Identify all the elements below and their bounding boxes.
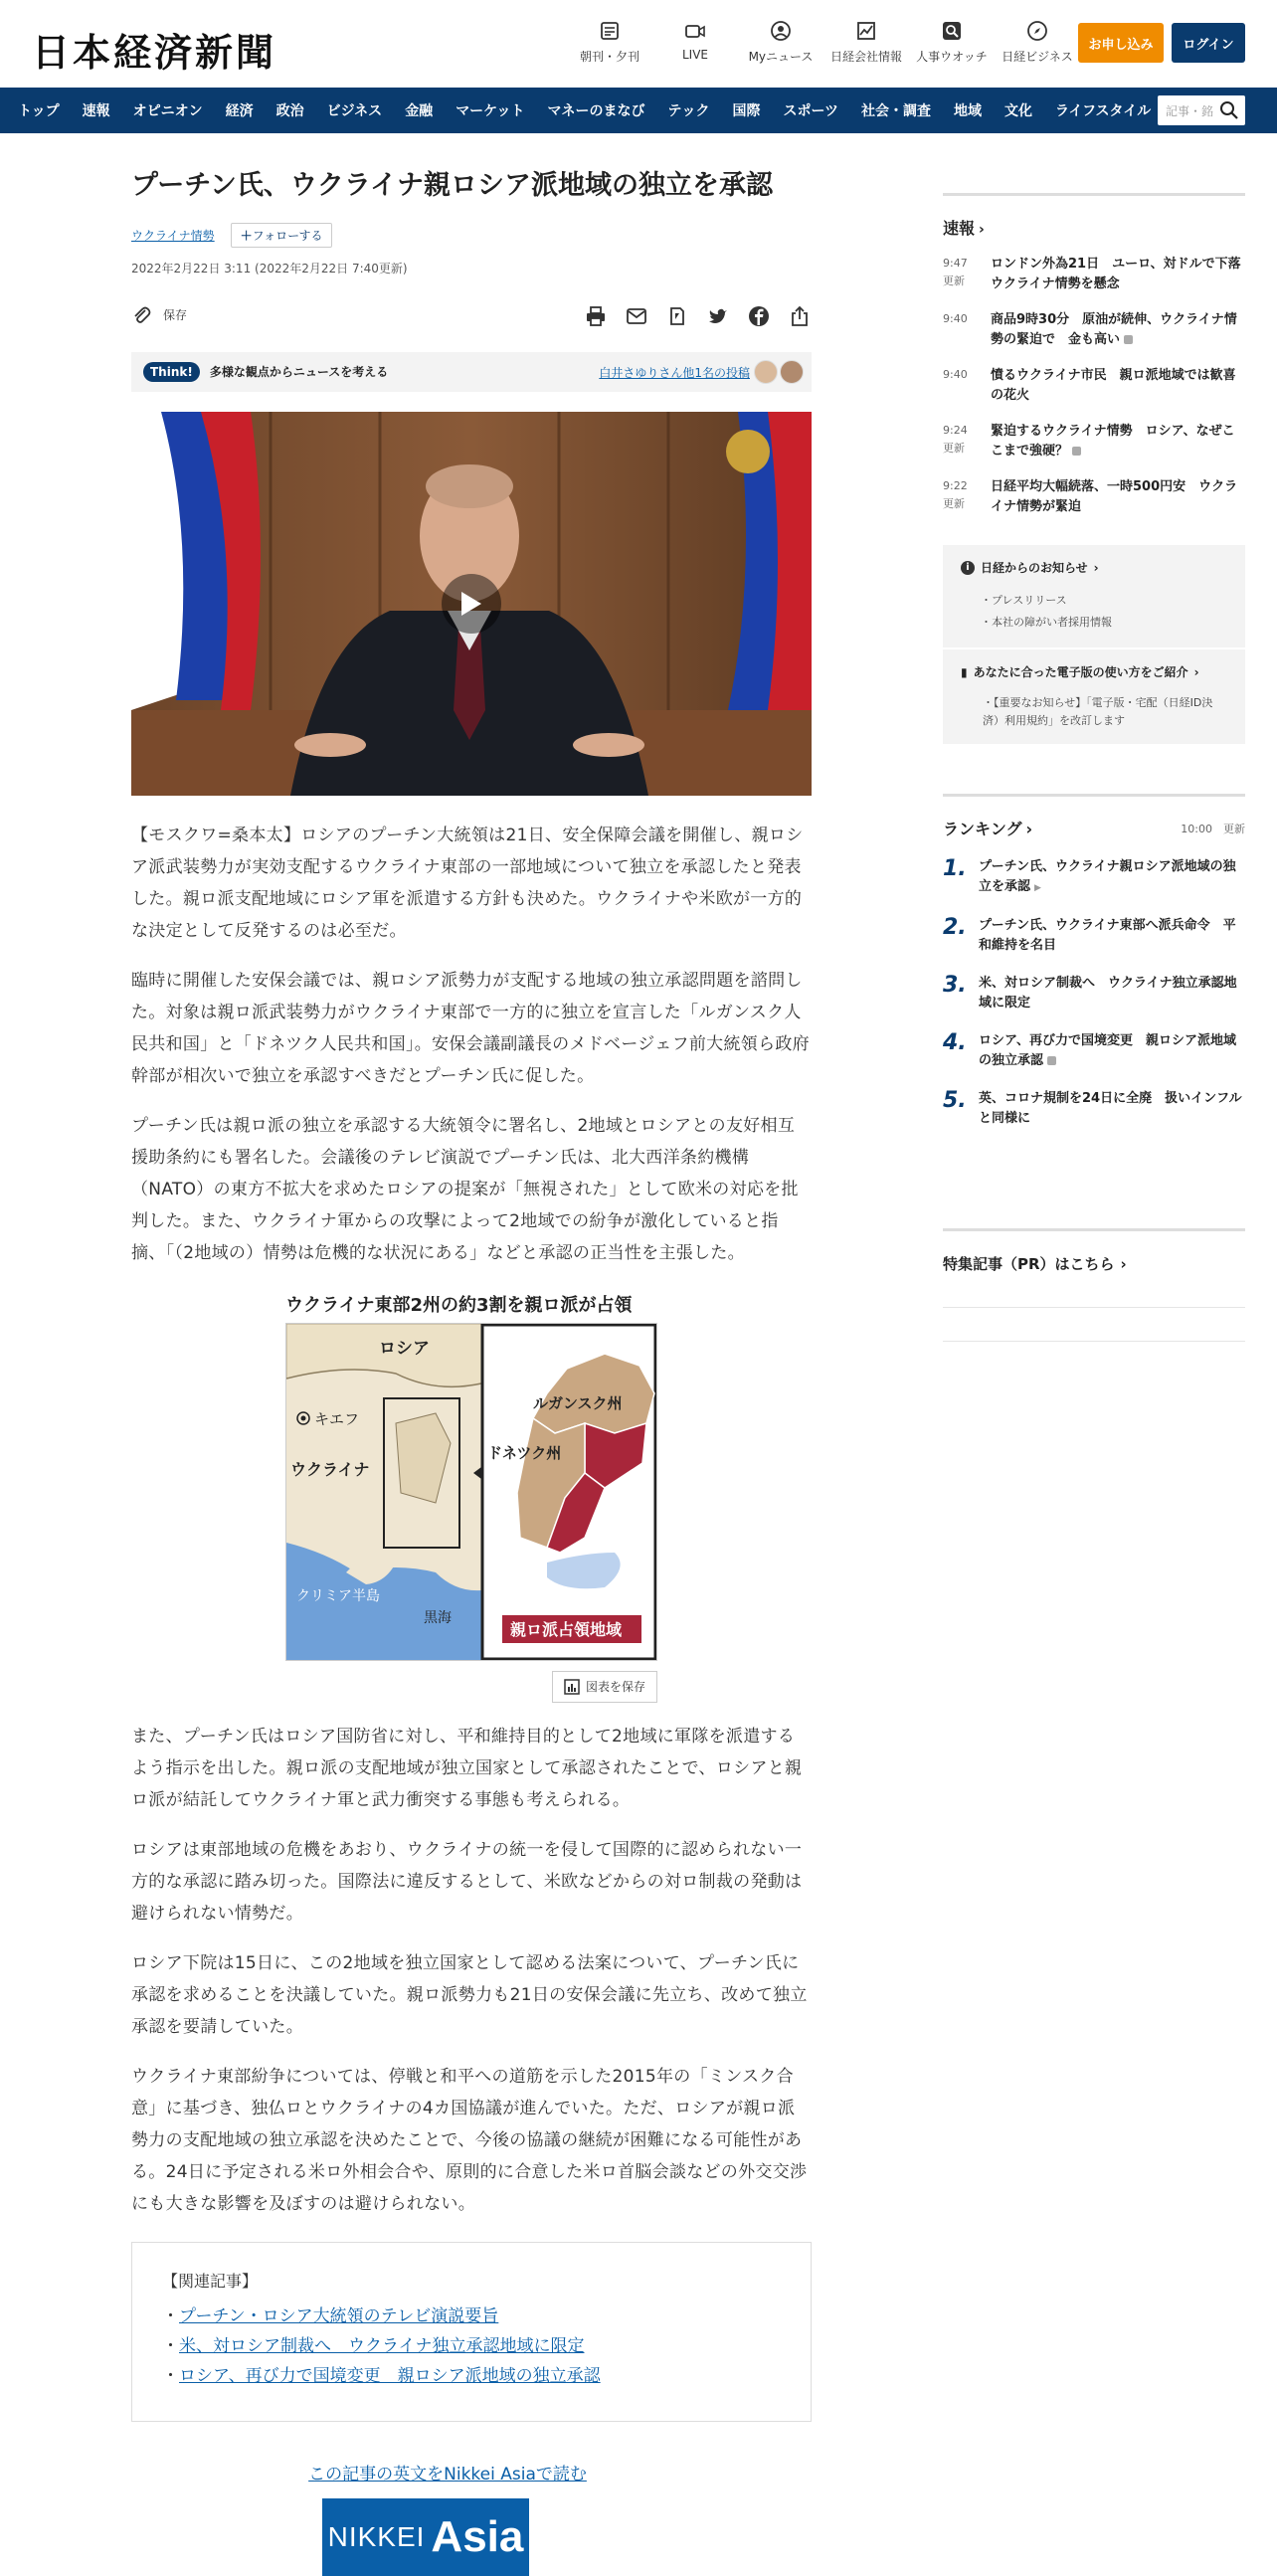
- news-time: 9:47: [943, 257, 968, 270]
- rank-headline: 英、コロナ規制を24日に全廃 扱いインフルと同様に: [979, 1091, 1242, 1126]
- video-icon: [684, 20, 706, 42]
- share-tools: [567, 304, 812, 328]
- rank-number: 3.: [943, 973, 967, 998]
- news-time: 9:22: [943, 479, 968, 492]
- follow-label: フォローする: [252, 228, 323, 243]
- nav-item-region[interactable]: 地域: [953, 103, 982, 119]
- ranking-item[interactable]: [943, 916, 1245, 956]
- rank-number: 1.: [943, 856, 967, 881]
- think-text: 多様な観点からニュースを考える: [209, 365, 389, 380]
- header-link-label: Myニュース: [748, 50, 814, 64]
- header-link-label: 日経ビジネス: [1002, 50, 1073, 64]
- map-label-kiev: キエフ: [314, 1409, 360, 1428]
- header-icons: [567, 20, 1080, 65]
- pr-title: 特集記事（PR）はこちら: [943, 1255, 1115, 1273]
- newspaper-icon: [599, 20, 621, 42]
- breaking-item[interactable]: [943, 255, 1254, 294]
- breaking-item[interactable]: [943, 477, 1245, 517]
- ukraine-map[interactable]: [285, 1323, 657, 1661]
- notice-item-label: プレスリリース: [992, 594, 1067, 607]
- article-paragraph: ロシア下院は15日に、この2地域を独立国家として認める法案について、プーチン氏に承認を求めることを決議していた。親ロ派勢力も21日の安保会議に先立ち、改めて独立承認を要請していた。: [131, 1952, 808, 2037]
- nav-item-market[interactable]: マーケット: [456, 103, 525, 119]
- rank-number: 4.: [943, 1030, 967, 1055]
- nav-item-culture[interactable]: 文化: [1003, 103, 1032, 119]
- save-label: 保存: [163, 308, 188, 323]
- topic-link[interactable]: ウクライナ情勢: [131, 228, 215, 243]
- chevron-right-icon: ›: [1120, 1255, 1127, 1273]
- nav-item-top[interactable]: トップ: [18, 103, 60, 119]
- related-link[interactable]: 米、対ロシア制裁へ ウクライナ独立承認地域に限定: [179, 2335, 585, 2356]
- header-link-print[interactable]: [567, 20, 652, 65]
- news-time: 9:40: [943, 312, 968, 325]
- paperclip-icon: [131, 304, 151, 326]
- nav-item-tech[interactable]: テック: [667, 103, 710, 119]
- nav-item-money[interactable]: マネーのまなび: [547, 103, 645, 119]
- header-link-label: 朝刊・夕刊: [579, 50, 639, 64]
- news-headline: 緊迫するウクライナ情勢 ロシア、なぜここまで強硬？: [991, 424, 1235, 459]
- nav-item-lifestyle[interactable]: ライフスタイル: [1054, 103, 1152, 119]
- news-time: 9:24: [943, 424, 968, 437]
- related-heading: 【関連記事】: [162, 2271, 259, 2291]
- header-link-business[interactable]: [995, 20, 1080, 65]
- article-tools: [131, 304, 812, 330]
- map-label-russia: ロシア: [379, 1338, 430, 1359]
- map-label-ukraine: ウクライナ: [290, 1459, 370, 1479]
- ranking-item[interactable]: [943, 857, 1245, 898]
- save-chart-button[interactable]: [552, 1671, 657, 1703]
- guide-item[interactable]: ・【重要なお知らせ】「電子版・宅配（日経ID決済）利用規約」を改訂します: [983, 696, 1213, 727]
- map-label-donetsk: ドネツク州: [487, 1443, 562, 1462]
- guide-item-label: 【重要なお知らせ】「電子版・宅配（日経ID決済）利用規約」を改訂します: [983, 696, 1213, 727]
- news-headline: ロンドン外為21日 ユーロ、対ドルで下落 ウクライナ情勢を懸念: [991, 257, 1254, 291]
- map-legend-occupied: 親ロ派占領地域: [510, 1619, 623, 1639]
- pr-divider: [943, 1308, 1245, 1342]
- article-meta: [131, 223, 812, 248]
- map-label-lugansk: ルガンスク州: [533, 1393, 623, 1412]
- related-item: ・プーチン・ロシア大統領のテレビ演説要旨: [162, 2305, 499, 2326]
- login-button[interactable]: ログイン: [1172, 23, 1245, 63]
- think-bar: [131, 352, 812, 392]
- share-icon[interactable]: [788, 304, 812, 328]
- save-button[interactable]: [131, 304, 187, 326]
- article-paragraph: 【モスクワ=桑本太】ロシアのプーチン大統領は21日、安全保障会議を開催し、親ロシア派武装勢力が実効支配するウクライナ東部の一部地域について独立を承認したと発表した。親ロ派支配地域にロシア軍を派遣する方針も決めた。ウクライナや米欧が一方的な決定として反発するのは必至だ。: [131, 825, 804, 941]
- avatar[interactable]: [754, 360, 778, 384]
- ranking-item[interactable]: [943, 974, 1245, 1013]
- related-link[interactable]: プーチン・ロシア大統領のテレビ演説要旨: [179, 2305, 499, 2326]
- mail-icon[interactable]: [625, 304, 648, 328]
- header-link-label: 人事ウオッチ: [916, 50, 988, 64]
- ranking-title: ランキング: [943, 820, 1022, 838]
- user-icon: [770, 20, 792, 42]
- map-label-black-sea: 黒海: [424, 1609, 452, 1626]
- twitter-icon[interactable]: [706, 304, 730, 328]
- news-time: 9:40: [943, 368, 968, 381]
- news-headline: 日経平均大幅続落、一時500円安 ウクライナ情勢が緊迫: [991, 479, 1238, 514]
- lock-icon: [1072, 447, 1081, 456]
- news-updated: 更新: [943, 442, 965, 455]
- pr-divider: [943, 1274, 1245, 1308]
- book-icon: ▮: [961, 664, 968, 679]
- save-chart-label: 図表を保存: [585, 1680, 645, 1695]
- header-link-label: 日経会社情報: [829, 50, 902, 64]
- plus-icon: ＋: [240, 228, 253, 243]
- rank-headline: ロシア、再び力で国境変更 親ロシア派地域の独立承認: [979, 1033, 1236, 1068]
- nikkei-asia-logo[interactable]: [322, 2498, 529, 2576]
- nav-item-finance[interactable]: 金融: [405, 103, 434, 119]
- header-link-personnel[interactable]: [909, 20, 995, 65]
- nav-item-opinion[interactable]: オピニオン: [132, 103, 203, 119]
- breaking-item[interactable]: [943, 310, 1245, 350]
- play-icon: [459, 590, 483, 618]
- nav-item-breaking[interactable]: 速報: [82, 103, 110, 119]
- notice-item[interactable]: ・プレスリリース: [981, 594, 1067, 607]
- rank-number: 5.: [943, 1088, 967, 1113]
- map-figure: [285, 1291, 657, 1703]
- related-articles: [131, 2242, 812, 2422]
- think-posts-link[interactable]: 白井さゆりさん他1名の投稿: [599, 365, 750, 380]
- article-title: プーチン氏、ウクライナ親ロシア派地域の独立を承認: [131, 170, 774, 201]
- ranking-item[interactable]: [943, 1089, 1245, 1129]
- notice-title: 日経からのお知らせ: [981, 561, 1088, 575]
- nikkei-logo[interactable]: 日本経済新聞: [32, 30, 277, 75]
- news-headline: 商品9時30分 原油が続伸、ウクライナ情勢の緊迫で 金も高い: [991, 312, 1237, 347]
- avatar[interactable]: [780, 360, 804, 384]
- nikkei-asia-word1: NIKKEI: [327, 2520, 426, 2552]
- think-badge: Think!: [143, 362, 200, 382]
- news-updated: 更新: [943, 497, 965, 510]
- article: [131, 133, 812, 2576]
- ranking-item[interactable]: [943, 1031, 1245, 1071]
- info-icon: i: [961, 561, 975, 575]
- print-icon[interactable]: [584, 304, 608, 328]
- play-button[interactable]: [442, 574, 501, 634]
- notice-item[interactable]: ・本社の障がい者採用情報: [981, 616, 1112, 629]
- breaking-item[interactable]: [943, 422, 1245, 461]
- rank-headline: プーチン氏、ウクライナ東部へ派兵命令 平和維持を名目: [979, 918, 1236, 953]
- chevron-right-icon: ›: [979, 222, 985, 238]
- chevron-right-icon: ›: [1025, 820, 1033, 838]
- news-headline: 憤るウクライナ市民 親ロ派地域では歓喜の花火: [991, 368, 1236, 403]
- guide-heading[interactable]: [961, 663, 1227, 680]
- article-paragraph: プーチン氏は親ロ派の独立を承認する大統領令に署名し、2地域とロシアとの友好相互援助条約にも署名した。会議後のテレビ演説でプーチン氏は、北大西洋条約機構（NATO）の東方不拡大を求めたロシアの提案が「無視された」として欧米の対応を批判した。また、ウクライナ軍からの攻撃によって2地域での紛争が激化していると指摘、「（2地域の）情勢は危機的な状況にある」などと承認の正当性を主張した。: [131, 1115, 799, 1263]
- english-version-link[interactable]: この記事の英文をNikkei Asiaで読む: [308, 2464, 587, 2484]
- chevron-right-icon: ›: [1093, 560, 1099, 575]
- guide-box: [943, 649, 1245, 744]
- search-placeholder: 記事・銘: [1166, 103, 1214, 118]
- notice-box: [943, 545, 1245, 647]
- map-label-crimea: クリミア半島: [296, 1587, 380, 1604]
- chart-icon: [855, 20, 877, 42]
- article-date: 2022年2月22日 3:11 (2022年2月22日 7:40更新): [131, 261, 408, 276]
- breaking-title: 速報: [943, 219, 976, 238]
- breaking-item[interactable]: [943, 366, 1245, 406]
- guide-title: あなたに合った電子版の使い方をご紹介: [973, 665, 1188, 679]
- video-player[interactable]: [131, 412, 812, 796]
- header-link-mynews[interactable]: [738, 20, 823, 65]
- compass-icon: [1026, 20, 1048, 42]
- video-icon: ▶: [1034, 883, 1041, 893]
- figure-title: ウクライナ東部2州の約3割を親ロ派が占領: [285, 1294, 633, 1316]
- article-paragraph: ロシアは東部地域の危機をあおり、ウクライナの統一を侵して国際的に認められない一方的な承認に踏み切った。国際法に違反するとして、米欧などからの対ロ制裁の発動は避けられない情勢だ。: [131, 1839, 803, 1924]
- news-updated: 更新: [943, 275, 965, 287]
- chevron-right-icon: ›: [1193, 664, 1199, 679]
- rank-headline: プーチン氏、ウクライナ親ロシア派地域の独立を承認: [979, 859, 1236, 894]
- nav-item-business[interactable]: ビジネス: [326, 103, 383, 119]
- nav-item-sports[interactable]: スポーツ: [783, 103, 838, 119]
- related-item: ・米、対ロシア制裁へ ウクライナ独立承認地域に限定: [162, 2335, 585, 2356]
- apply-button[interactable]: お申し込み: [1078, 23, 1164, 63]
- breaking-news-heading[interactable]: [943, 193, 1245, 239]
- lock-icon: [1047, 1056, 1056, 1065]
- notice-heading[interactable]: [961, 559, 1227, 576]
- nav-item-international[interactable]: 国際: [732, 103, 761, 119]
- follow-button[interactable]: [231, 223, 333, 248]
- related-link[interactable]: ロシア、再び力で国境変更 親ロシア派地域の独立承認: [179, 2365, 601, 2386]
- article-paragraph: ウクライナ東部紛争については、停戦と和平への道筋を示した2015年の「ミンスク合意」に基づき、独仏ロとウクライナの4カ国協議が進んでいた。ただ、ロシアが親ロ派勢力の支配地域の独立承認を決めたことで、今後の協議の継続が困難になる可能性がある。24日に予定される米ロ外相会合や、原則的に合意した米ロ首脳会談などの外交交渉にも大きな影響を及ぼすのは避けられない。: [131, 2066, 808, 2214]
- header-link-label: LIVE: [681, 48, 708, 62]
- ranking-section: [943, 794, 1245, 1129]
- notice-item-label: 本社の障がい者採用情報: [992, 616, 1112, 629]
- rank-number: 2.: [943, 915, 967, 940]
- search-input[interactable]: [1158, 95, 1245, 125]
- search-icon[interactable]: [1219, 100, 1239, 120]
- related-item: ・ロシア、再び力で国境変更 親ロシア派地域の独立承認: [162, 2365, 601, 2386]
- bar-chart-icon: [564, 1679, 580, 1695]
- nikkei-asia-word2: Asia: [431, 2511, 524, 2561]
- search-person-icon: [941, 20, 963, 42]
- ranking-updated: 10:00 更新: [1181, 823, 1245, 835]
- article-paragraph: 臨時に開催した安保会議では、親ロシア派勢力が支配する地域の独立承認問題を諮問した。対象は親ロ派武装勢力がウクライナ東部で一方的に独立を宣言した「ルガンスク人民共和国」と「ドネツク人民共和国」。安保会議副議長のメドベージェフ前大統領ら政府幹部が相次いで独立を承認すべきだとプーチン氏に促した。: [131, 970, 810, 1086]
- main-nav: [0, 88, 1277, 133]
- rank-headline: 米、対ロシア制裁へ ウクライナ独立承認地域に限定: [979, 976, 1237, 1011]
- site-header: [0, 0, 1277, 88]
- article-paragraph: また、プーチン氏はロシア国防省に対し、平和維持目的として2地域に軍隊を派遣するよう指示を出した。親ロ派の支配地域が独立国家として承認されたことで、ロシアと親ロ派が結託してウクライナ軍と武力衝突する事態も考えられる。: [131, 1726, 803, 1810]
- pr-heading[interactable]: [943, 1228, 1245, 1274]
- nav-item-politics[interactable]: 政治: [275, 103, 304, 119]
- copy-link-icon[interactable]: [665, 304, 689, 328]
- sidebar: [943, 133, 1254, 1342]
- facebook-icon[interactable]: [747, 304, 771, 328]
- header-link-live[interactable]: [652, 20, 738, 65]
- nav-item-economy[interactable]: 経済: [225, 103, 254, 119]
- header-link-company[interactable]: [823, 20, 909, 65]
- lock-icon: [1124, 335, 1133, 344]
- nav-item-society[interactable]: 社会・調査: [860, 103, 931, 119]
